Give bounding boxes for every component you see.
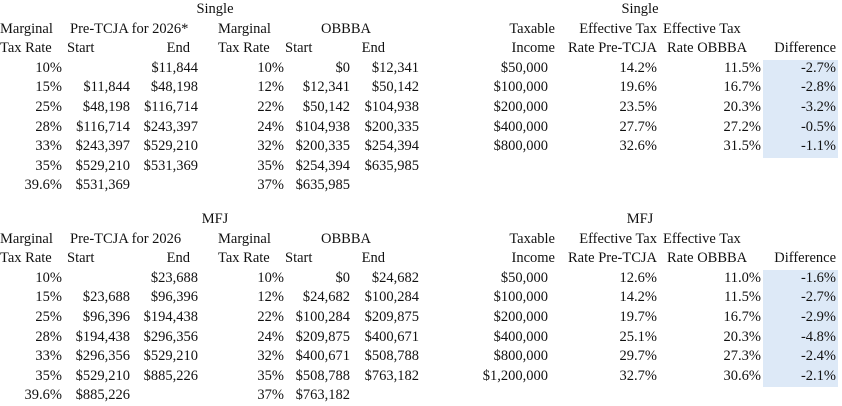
pre-tcja-rate-cell: 33% <box>35 138 62 155</box>
income-header: Income <box>511 40 555 57</box>
pre-tcja-rate-cell: 33% <box>35 348 62 365</box>
pre-tcja-rate-cell: 35% <box>35 367 62 384</box>
taxable-header: Taxable <box>509 230 555 247</box>
obbba-title: OBBBA <box>321 20 371 37</box>
pre-tcja-end-cell: $529,210 <box>143 138 198 155</box>
difference-cell: -2.9% <box>800 309 836 325</box>
effective-tax-obbba-header: Effective Tax <box>663 230 741 247</box>
obbba-rate-cell: 22% <box>257 309 284 325</box>
obbba-rate-cell: 37% <box>257 177 284 194</box>
obbba-start-cell: $635,985 <box>295 177 350 194</box>
obbba-rate-cell: 35% <box>257 157 284 174</box>
pre-tcja-end-cell: $11,844 <box>151 59 198 76</box>
rate-pre-tcja-cell: 23.5% <box>619 99 657 115</box>
rate-pre-tcja-cell: 14.2% <box>619 289 657 306</box>
pre-tcja-title: Pre-TCJA for 2026* <box>70 20 189 37</box>
difference-cell: -4.8% <box>800 328 836 345</box>
pre-tcja-end-cell: $116,714 <box>144 99 198 115</box>
rate-obbba-cell: 27.2% <box>723 118 761 135</box>
rate-pre-tcja-cell: 32.7% <box>619 367 657 384</box>
pre-tcja-end-cell: $531,369 <box>143 157 198 174</box>
pre-tcja-title: Pre-TCJA for 2026 <box>70 230 182 247</box>
pre-tcja-start-cell: $296,356 <box>75 348 130 365</box>
effective-tax-pre-header: Effective Tax <box>579 230 657 247</box>
obbba-start-cell: $400,671 <box>295 348 350 365</box>
rate-pre-tcja-cell: 12.6% <box>619 269 657 286</box>
pre-tcja-rate-cell: 35% <box>35 157 62 174</box>
obbba-start-cell: $50,142 <box>302 99 350 115</box>
effective-tax-pre-header: Effective Tax <box>579 20 657 37</box>
obbba-rate-cell: 24% <box>257 328 284 345</box>
rate-pre-tcja-cell: 19.6% <box>619 79 657 96</box>
obbba-end-cell: $763,182 <box>364 367 419 384</box>
obbba-start-cell: $12,341 <box>302 79 350 96</box>
pre-tcja-end-cell: $296,356 <box>143 328 198 345</box>
pre-tcja-start-cell: $116,714 <box>76 118 130 135</box>
pre-tcja-rate-cell: 15% <box>35 79 62 96</box>
obbba-title: OBBBA <box>321 230 371 247</box>
obbba-start-cell: $0 <box>335 59 350 76</box>
rate-obbba-cell: 30.6% <box>723 367 761 384</box>
rate-obbba-cell: 31.5% <box>723 138 761 155</box>
pre-tcja-end-cell: $194,438 <box>143 309 198 325</box>
rate-obbba-cell: 16.7% <box>723 309 761 325</box>
difference-header: Difference <box>774 250 836 267</box>
pre-tcja-start-cell: $529,210 <box>75 157 130 174</box>
difference-cell: -2.7% <box>800 289 836 306</box>
rate-pre-tcja-header: Rate Pre-TCJA <box>568 250 657 267</box>
obbba-start-header: Start <box>285 250 313 267</box>
rate-pre-tcja-cell: 25.1% <box>619 328 657 345</box>
obbba-start-cell: $508,788 <box>295 367 350 384</box>
single-brackets-title: Single <box>196 1 234 17</box>
difference-cell: -3.2% <box>800 99 836 115</box>
obbba-rate-cell: 10% <box>257 269 284 286</box>
rate-pre-tcja-cell: 29.7% <box>619 348 657 365</box>
obbba-marginal-header: Marginal <box>218 20 271 37</box>
difference-cell: -1.1% <box>800 138 836 155</box>
pre-tcja-start-cell: $11,844 <box>83 79 130 96</box>
rate-obbba-cell: 20.3% <box>723 99 761 115</box>
pre-tcja-start-header: Start <box>67 40 95 57</box>
obbba-start-cell: $209,875 <box>295 328 350 345</box>
obbba-end-header: End <box>361 250 385 267</box>
obbba-start-cell: $254,394 <box>295 157 350 174</box>
obbba-end-cell: $200,335 <box>364 118 419 135</box>
pre-tcja-start-cell: $529,210 <box>75 367 130 384</box>
obbba-end-cell: $24,682 <box>371 269 419 286</box>
pre-tcja-start-cell: $243,397 <box>75 138 130 155</box>
pre-tcja-end-cell: $243,397 <box>143 118 198 135</box>
obbba-start-cell: $104,938 <box>295 118 350 135</box>
taxable-income-cell: $400,000 <box>493 118 548 135</box>
rate-pre-tcja-cell: 14.2% <box>619 59 657 76</box>
pre-tcja-start-cell: $885,226 <box>75 387 130 404</box>
pre-tcja-taxrate-header: Tax Rate <box>0 40 52 57</box>
taxable-income-cell: $1,200,000 <box>482 367 548 384</box>
pre-tcja-rate-cell: 15% <box>35 289 62 306</box>
pre-tcja-rate-cell: 10% <box>35 269 62 286</box>
difference-cell: -2.4% <box>800 348 836 365</box>
pre-tcja-marginal-header: Marginal <box>0 230 53 247</box>
difference-cell: -2.1% <box>800 367 836 384</box>
rate-obbba-cell: 11.5% <box>724 289 761 306</box>
obbba-end-cell: $104,938 <box>364 99 419 115</box>
taxable-income-cell: $800,000 <box>493 138 548 155</box>
obbba-rate-cell: 24% <box>257 118 284 135</box>
obbba-end-cell: $400,671 <box>364 328 419 345</box>
rate-obbba-header: Rate OBBBA <box>667 250 748 267</box>
taxable-income-cell: $200,000 <box>493 309 548 325</box>
obbba-start-cell: $100,284 <box>295 309 350 325</box>
obbba-end-cell: $254,394 <box>364 138 419 155</box>
rate-obbba-header: Rate OBBBA <box>667 40 748 57</box>
pre-tcja-rate-cell: 39.6% <box>24 177 62 194</box>
mfj-effective-title: MFJ <box>626 211 654 227</box>
income-header: Income <box>511 250 555 267</box>
obbba-end-cell: $50,142 <box>371 79 419 96</box>
pre-tcja-start-cell: $23,688 <box>82 289 130 306</box>
pre-tcja-start-cell: $194,438 <box>75 328 130 345</box>
rate-obbba-cell: 16.7% <box>723 79 761 96</box>
pre-tcja-end-cell: $529,210 <box>143 348 198 365</box>
obbba-end-cell: $508,788 <box>364 348 419 365</box>
rate-pre-tcja-cell: 19.7% <box>619 309 657 325</box>
taxable-income-cell: $50,000 <box>500 269 548 286</box>
pre-tcja-marginal-header: Marginal <box>0 20 53 37</box>
taxable-income-cell: $800,000 <box>493 348 548 365</box>
rate-obbba-cell: 27.3% <box>723 348 761 365</box>
single-effective-title: Single <box>621 1 659 17</box>
obbba-start-cell: $0 <box>335 269 350 286</box>
pre-tcja-rate-cell: 25% <box>35 309 62 325</box>
pre-tcja-start-cell: $96,396 <box>82 309 130 325</box>
pre-tcja-end-cell: $96,396 <box>150 289 198 306</box>
pre-tcja-end-header: End <box>166 250 190 267</box>
taxable-income-cell: $400,000 <box>493 328 548 345</box>
obbba-rate-cell: 12% <box>257 289 284 306</box>
obbba-rate-cell: 32% <box>257 138 284 155</box>
difference-cell: -0.5% <box>800 118 836 135</box>
pre-tcja-rate-cell: 39.6% <box>24 387 62 404</box>
taxable-header: Taxable <box>509 20 555 37</box>
obbba-end-header: End <box>361 40 385 57</box>
pre-tcja-start-cell: $48,198 <box>82 99 130 115</box>
obbba-start-cell: $24,682 <box>302 289 350 306</box>
pre-tcja-end-cell: $885,226 <box>143 367 198 384</box>
obbba-rate-cell: 22% <box>257 99 284 115</box>
pre-tcja-end-header: End <box>166 40 190 57</box>
pre-tcja-rate-cell: 25% <box>35 99 62 115</box>
mfj-brackets-title: MFJ <box>201 211 229 227</box>
taxable-income-cell: $100,000 <box>493 79 548 96</box>
obbba-start-cell: $763,182 <box>295 387 350 404</box>
pre-tcja-taxrate-header: Tax Rate <box>0 250 52 267</box>
difference-header: Difference <box>774 40 836 57</box>
obbba-end-cell: $209,875 <box>364 309 419 325</box>
obbba-marginal-header: Marginal <box>218 230 271 247</box>
difference-cell: -1.6% <box>800 269 836 286</box>
obbba-rate-cell: 12% <box>257 79 284 96</box>
rate-obbba-cell: 20.3% <box>723 328 761 345</box>
pre-tcja-end-cell: $48,198 <box>150 79 198 96</box>
pre-tcja-rate-cell: 28% <box>35 328 62 345</box>
obbba-taxrate-header: Tax Rate <box>218 40 270 57</box>
pre-tcja-rate-cell: 28% <box>35 118 62 135</box>
obbba-rate-cell: 32% <box>257 348 284 365</box>
obbba-end-cell: $100,284 <box>364 289 419 306</box>
obbba-rate-cell: 35% <box>257 367 284 384</box>
difference-cell: -2.7% <box>800 59 836 76</box>
obbba-end-cell: $12,341 <box>371 59 419 76</box>
pre-tcja-start-header: Start <box>67 250 95 267</box>
difference-cell: -2.8% <box>800 79 836 96</box>
obbba-rate-cell: 10% <box>257 59 284 76</box>
taxable-income-cell: $50,000 <box>500 59 548 76</box>
obbba-start-cell: $200,335 <box>295 138 350 155</box>
taxable-income-cell: $200,000 <box>493 99 548 115</box>
rate-pre-tcja-cell: 27.7% <box>619 118 657 135</box>
pre-tcja-end-cell: $23,688 <box>150 269 198 286</box>
obbba-start-header: Start <box>285 40 313 57</box>
obbba-taxrate-header: Tax Rate <box>218 250 270 267</box>
taxable-income-cell: $100,000 <box>493 289 548 306</box>
obbba-rate-cell: 37% <box>257 387 284 404</box>
rate-obbba-cell: 11.5% <box>724 59 761 76</box>
pre-tcja-rate-cell: 10% <box>35 59 62 76</box>
effective-tax-obbba-header: Effective Tax <box>663 20 741 37</box>
rate-pre-tcja-cell: 32.6% <box>619 138 657 155</box>
rate-pre-tcja-header: Rate Pre-TCJA <box>568 40 657 57</box>
rate-obbba-cell: 11.0% <box>724 269 761 286</box>
pre-tcja-start-cell: $531,369 <box>75 177 130 194</box>
obbba-end-cell: $635,985 <box>364 157 419 174</box>
